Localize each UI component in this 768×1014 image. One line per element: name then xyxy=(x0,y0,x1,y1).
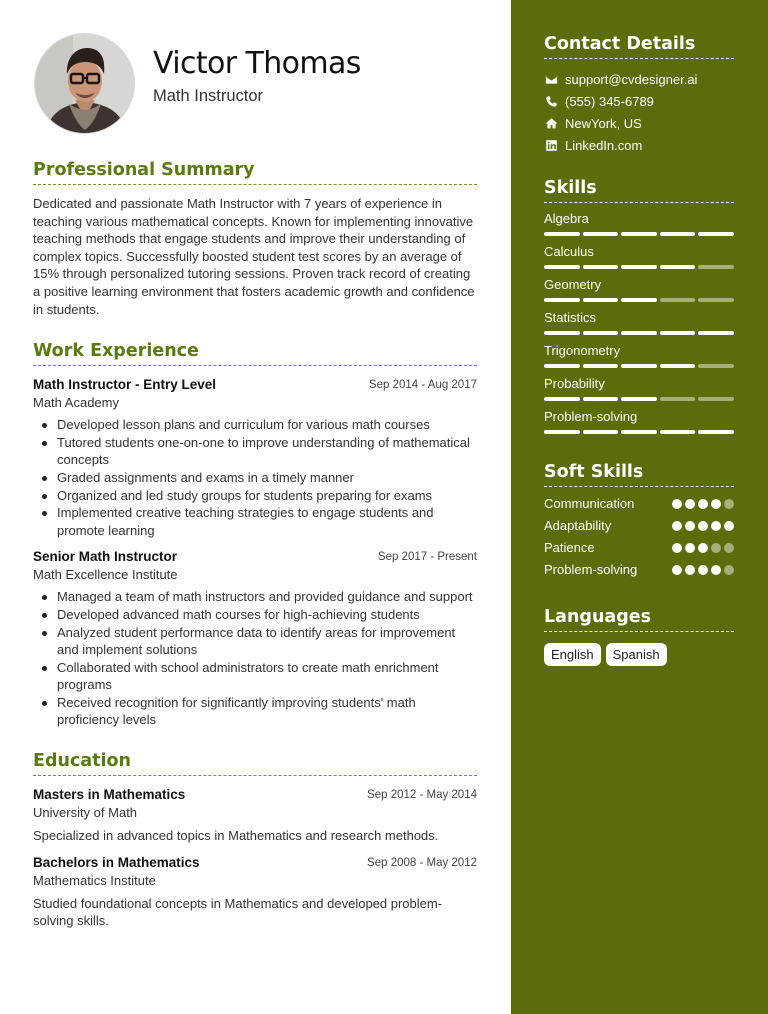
school-name: University of Math xyxy=(33,805,138,821)
summary-section xyxy=(33,160,477,318)
skill-level-segment xyxy=(621,232,657,236)
skill-level-segment xyxy=(621,364,657,368)
soft-skill-item xyxy=(544,559,734,581)
skill-level-segment xyxy=(621,397,657,401)
rating-dot xyxy=(698,565,708,575)
education-entry xyxy=(33,786,477,845)
job-bullets xyxy=(33,588,477,729)
soft-skill-item xyxy=(544,493,734,515)
contact-phone[interactable] xyxy=(544,90,734,112)
rating-dot xyxy=(724,521,734,531)
skill-level-segment xyxy=(660,232,696,236)
contact-email[interactable] xyxy=(544,68,734,90)
skill-item xyxy=(544,342,734,368)
candidate-name: Victor Thomas xyxy=(153,46,361,81)
contact-phone-text: (555) 345-6789 xyxy=(565,93,654,109)
soft-skill-rating xyxy=(672,515,734,537)
experience-section xyxy=(33,341,477,729)
skill-level-segment xyxy=(660,364,696,368)
skill-level-segment xyxy=(621,265,657,269)
skill-level-segment xyxy=(698,331,734,335)
degree-title: Bachelors in Mathematics xyxy=(33,854,200,870)
skill-name: Algebra xyxy=(544,211,589,226)
skill-level-segment xyxy=(621,430,657,434)
school-name: Mathematics Institute xyxy=(33,872,156,888)
rating-dot xyxy=(724,499,734,509)
skill-level-segment xyxy=(544,364,580,368)
skill-level-segment xyxy=(660,331,696,335)
skill-level-segment xyxy=(544,298,580,302)
skill-item xyxy=(544,375,734,401)
bullet-item: Developed lesson plans and curriculum for various math courses xyxy=(57,416,477,434)
rating-dot xyxy=(672,565,682,575)
summary-text: Dedicated and passionate Math Instructor with 7 years of experience in teaching various mathematical concepts. Known for implementing innovative teaching methods that engage students and improve their understanding of complex topics. Successfully boosted student test scores by an average of 15% through personalized tutoring sessions. Proven track record of creating a positive learning environment that fosters academic growth and confidence in students. xyxy=(33,196,475,317)
rating-dot xyxy=(672,499,682,509)
skill-item xyxy=(544,210,734,236)
skill-level-bar xyxy=(544,298,734,302)
skill-level-segment xyxy=(544,265,580,269)
job-dates: Sep 2014 - Aug 2017 xyxy=(368,379,477,392)
skill-level-segment xyxy=(698,298,734,302)
rating-dot xyxy=(698,499,708,509)
education-dates: Sep 2008 - May 2012 xyxy=(367,856,477,869)
job-title: Math Instructor - Entry Level xyxy=(33,377,217,393)
skill-item xyxy=(544,408,734,434)
skill-name: Trigonometry xyxy=(544,343,621,358)
skill-level-segment xyxy=(583,265,619,269)
skill-level-segment xyxy=(698,397,734,401)
rating-dot xyxy=(672,543,682,553)
soft-skill-name: Patience xyxy=(544,540,595,555)
profile-photo xyxy=(35,34,135,134)
languages-list xyxy=(544,643,734,666)
skill-level-segment xyxy=(544,397,580,401)
rating-dot xyxy=(711,565,721,575)
linkedin-icon xyxy=(544,138,558,152)
skill-level-bar xyxy=(544,331,734,335)
skill-level-segment xyxy=(583,298,619,302)
education-heading: Education xyxy=(33,751,477,776)
contact-heading: Contact Details xyxy=(544,34,734,59)
bullet-item: Implemented creative teaching strategies to engage students and promote learning xyxy=(57,504,477,539)
contact-section xyxy=(544,34,734,156)
soft-skill-item xyxy=(544,537,734,559)
rating-dot xyxy=(711,543,721,553)
soft-skills-list xyxy=(544,493,734,581)
skill-level-segment xyxy=(698,265,734,269)
education-description: Specialized in advanced topics in Mathematics and research methods. xyxy=(33,828,439,844)
skill-level-segment xyxy=(583,232,619,236)
skill-level-bar xyxy=(544,232,734,236)
skill-item xyxy=(544,243,734,269)
job-dates: Sep 2017 - Present xyxy=(377,551,477,564)
contact-location xyxy=(544,112,734,134)
bullet-item: Organized and led study groups for students preparing for exams xyxy=(57,487,477,505)
job-entry xyxy=(33,548,477,729)
bullet-item: Analyzed student performance data to identify areas for improvement and implement solutions xyxy=(57,624,477,659)
contact-list xyxy=(544,68,734,156)
avatar xyxy=(34,33,135,134)
home-icon xyxy=(544,116,558,130)
summary-heading: Professional Summary xyxy=(33,160,477,185)
skill-name: Geometry xyxy=(544,277,602,292)
contact-location-text: NewYork, US xyxy=(565,115,642,131)
rating-dot xyxy=(672,521,682,531)
rating-dot xyxy=(724,565,734,575)
skill-level-segment xyxy=(583,364,619,368)
skill-name: Calculus xyxy=(544,244,594,259)
skill-level-segment xyxy=(698,364,734,368)
soft-skill-name: Communication xyxy=(544,496,635,511)
job-bullets xyxy=(33,416,477,539)
rating-dot xyxy=(685,499,695,509)
skill-level-segment xyxy=(660,397,696,401)
job-title: Senior Math Instructor xyxy=(33,549,178,565)
skill-level-segment xyxy=(621,331,657,335)
rating-dot xyxy=(698,521,708,531)
rating-dot xyxy=(698,543,708,553)
skill-item xyxy=(544,309,734,335)
candidate-title: Math Instructor xyxy=(153,87,264,105)
skill-item xyxy=(544,276,734,302)
language-chip: Spanish xyxy=(606,643,667,666)
rating-dot xyxy=(711,521,721,531)
skill-level-segment xyxy=(660,298,696,302)
soft-skills-section xyxy=(544,462,734,581)
education-dates: Sep 2012 - May 2014 xyxy=(367,789,477,802)
contact-email-text: support@cvdesigner.ai xyxy=(565,71,698,87)
phone-icon xyxy=(544,94,558,108)
rating-dot xyxy=(685,543,695,553)
skill-level-segment xyxy=(583,331,619,335)
envelope-icon xyxy=(544,72,558,86)
skill-level-segment xyxy=(698,232,734,236)
skill-name: Problem-solving xyxy=(544,409,638,424)
languages-heading: Languages xyxy=(544,607,734,632)
contact-linkedin-text: LinkedIn.com xyxy=(565,137,643,153)
skills-list xyxy=(544,210,734,434)
skill-name: Probability xyxy=(544,376,605,391)
skill-level-bar xyxy=(544,397,734,401)
skill-name: Statistics xyxy=(544,310,597,325)
language-chip: English xyxy=(544,643,601,666)
skills-section xyxy=(544,178,734,434)
soft-skill-rating xyxy=(672,537,734,559)
bullet-item: Tutored students one-on-one to improve understanding of mathematical concepts xyxy=(57,434,477,469)
bullet-item: Collaborated with school administrators to create math enrichment programs xyxy=(57,659,477,694)
bullet-item: Managed a team of math instructors and provided guidance and support xyxy=(57,588,477,606)
experience-heading: Work Experience xyxy=(33,341,477,366)
soft-skill-name: Problem-solving xyxy=(544,562,638,577)
skill-level-bar xyxy=(544,265,734,269)
bullet-item: Received recognition for significantly improving students' math proficiency levels xyxy=(57,694,477,729)
skill-level-segment xyxy=(583,397,619,401)
skill-level-segment xyxy=(583,430,619,434)
job-organization: Math Excellence Institute xyxy=(33,567,178,583)
skill-level-segment xyxy=(660,265,696,269)
contact-linkedin[interactable] xyxy=(544,134,734,156)
soft-skill-name: Adaptability xyxy=(544,518,612,533)
bullet-item: Developed advanced math courses for high-achieving students xyxy=(57,606,477,624)
skill-level-segment xyxy=(544,232,580,236)
education-section xyxy=(33,751,477,930)
soft-skills-heading: Soft Skills xyxy=(544,462,734,487)
soft-skill-rating xyxy=(672,493,734,515)
skill-level-bar xyxy=(544,364,734,368)
rating-dot xyxy=(711,499,721,509)
skill-level-segment xyxy=(698,430,734,434)
rating-dot xyxy=(685,521,695,531)
rating-dot xyxy=(724,543,734,553)
skill-level-bar xyxy=(544,430,734,434)
skills-heading: Skills xyxy=(544,178,734,203)
bullet-item: Graded assignments and exams in a timely manner xyxy=(57,469,477,487)
sidebar xyxy=(511,0,768,1014)
education-entry xyxy=(33,854,477,930)
skill-level-segment xyxy=(621,298,657,302)
education-description: Studied foundational concepts in Mathematics and developed problem-solving skills. xyxy=(33,895,443,929)
job-organization: Math Academy xyxy=(33,395,119,411)
job-entry xyxy=(33,376,477,539)
soft-skill-rating xyxy=(672,559,734,581)
skill-level-segment xyxy=(660,430,696,434)
soft-skill-item xyxy=(544,515,734,537)
skill-level-segment xyxy=(544,331,580,335)
skill-level-segment xyxy=(544,430,580,434)
rating-dot xyxy=(685,565,695,575)
resume-header xyxy=(33,0,477,160)
languages-section xyxy=(544,607,734,666)
degree-title: Masters in Mathematics xyxy=(33,787,186,803)
